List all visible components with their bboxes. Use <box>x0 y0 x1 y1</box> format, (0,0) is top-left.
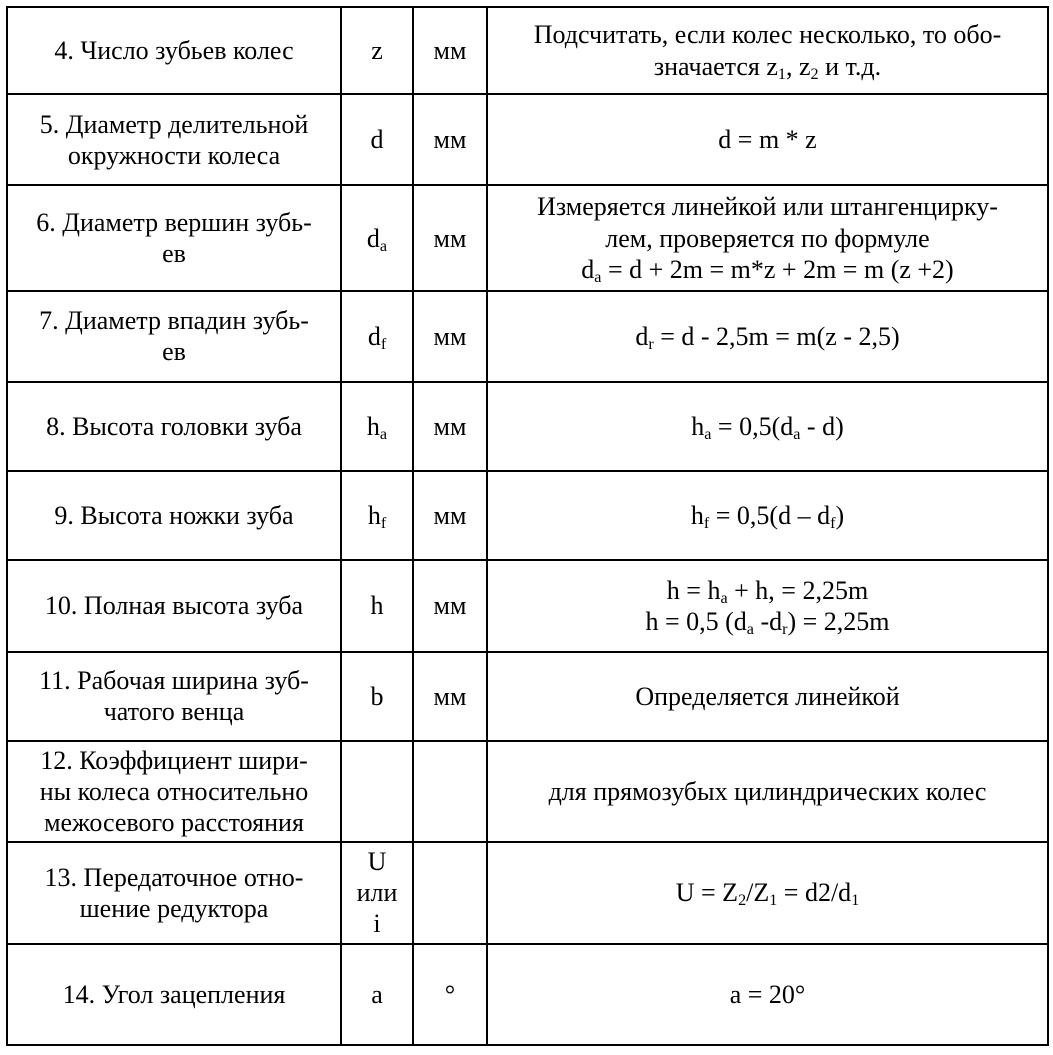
parameter-name-line: 13. Передаточное отно- <box>44 862 304 892</box>
formula-text: Измеряется линейкой или штангенцирку- <box>537 192 998 222</box>
formula-text: Подсчитать, если колес несколько, то обо- <box>533 20 1002 50</box>
symbol-cell <box>341 471 413 560</box>
description-cell <box>487 560 1048 651</box>
formula-text: a = 20° <box>729 979 806 1009</box>
symbol-cell <box>341 560 413 651</box>
table-row <box>7 741 1048 842</box>
formula-text: = d - 2,5m = m(z - 2,5) <box>653 321 900 351</box>
formula-text: U = Z <box>675 878 739 908</box>
unit-text: мм <box>433 223 467 253</box>
description-cell <box>487 741 1048 842</box>
unit-cell <box>413 185 487 290</box>
formula-subscript: f <box>703 515 710 533</box>
parameter-name-line: ев <box>162 337 186 367</box>
description-cell <box>487 291 1048 382</box>
symbol-cell <box>341 291 413 382</box>
formula-text: = d2/d <box>777 878 852 908</box>
table-body <box>7 7 1048 1045</box>
symbol-cell <box>341 652 413 741</box>
unit-cell <box>413 741 487 842</box>
parameter-name-line: ны колеса относительно <box>39 776 309 806</box>
symbol-text: h <box>366 412 380 442</box>
description-line <box>494 254 1041 285</box>
parameter-name-cell <box>7 185 341 290</box>
parameter-name-line: 9. Высота ножки зуба <box>54 501 294 531</box>
parameter-name-cell <box>7 741 341 842</box>
formula-text: d = m * z <box>718 125 817 155</box>
unit-cell <box>413 471 487 560</box>
parameter-name-line: чатого венца <box>103 697 245 727</box>
formula-text: /Z <box>746 878 770 908</box>
symbol-text: d <box>367 321 381 351</box>
formula-subscript: 1 <box>851 892 860 910</box>
formula-subscript: a <box>594 268 602 286</box>
description-cell <box>487 185 1048 290</box>
symbol-subscript: f <box>380 515 387 533</box>
unit-cell <box>413 7 487 94</box>
parameter-name-line: 12. Коэффициент шири- <box>40 745 308 775</box>
description-line <box>494 51 1041 82</box>
formula-text: = 0,5(d – d <box>709 501 831 531</box>
description-cell <box>487 652 1048 741</box>
table-row <box>7 471 1048 560</box>
unit-text: ° <box>444 979 456 1009</box>
symbol-cell <box>341 382 413 471</box>
symbol-subscript: a <box>379 426 388 444</box>
parameter-name-cell <box>7 291 341 382</box>
symbol-cell <box>341 7 413 94</box>
unit-text: мм <box>433 681 467 711</box>
symbol-text: b <box>370 681 384 711</box>
unit-cell <box>413 652 487 741</box>
formula-text: h <box>690 501 704 531</box>
description-line <box>494 19 1041 50</box>
table-row <box>7 382 1048 471</box>
formula-subscript: 1 <box>769 892 778 910</box>
description-cell <box>487 94 1048 185</box>
symbol-text: h <box>370 591 384 621</box>
description-line <box>494 191 1041 222</box>
symbol-cell <box>341 842 413 943</box>
unit-cell <box>413 382 487 471</box>
gear-parameters-table <box>6 6 1049 1046</box>
description-line <box>494 411 1041 442</box>
formula-subscript: a <box>704 426 712 444</box>
parameter-name-line: 6. Диаметр вершин зубь- <box>36 207 312 237</box>
unit-cell <box>413 291 487 382</box>
description-cell <box>487 944 1048 1045</box>
description-line <box>494 500 1041 531</box>
table-row <box>7 7 1048 94</box>
description-line <box>494 979 1041 1010</box>
unit-text: мм <box>433 321 467 351</box>
parameter-name-line: ев <box>162 239 186 269</box>
unit-text: мм <box>433 125 467 155</box>
formula-text: -d <box>753 607 783 637</box>
description-line <box>494 776 1041 807</box>
formula-subscript: a <box>793 426 801 444</box>
unit-text: мм <box>433 501 467 531</box>
formula-text: лем, проверяется по формуле <box>605 223 930 253</box>
description-line <box>494 681 1041 712</box>
formula-subscript: a <box>746 621 754 639</box>
symbol-line: U <box>367 847 387 877</box>
symbol-cell <box>341 94 413 185</box>
formula-text: d <box>581 254 595 284</box>
symbol-text: a <box>371 979 383 1009</box>
parameter-name-line: 8. Высота головки зуба <box>46 412 302 442</box>
formula-subscript: r <box>782 621 788 639</box>
symbol-cell <box>341 741 413 842</box>
table-row <box>7 185 1048 290</box>
unit-cell <box>413 842 487 943</box>
description-line <box>494 223 1041 254</box>
parameter-name-cell <box>7 7 341 94</box>
unit-cell <box>413 560 487 651</box>
parameter-name-line: 5. Диаметр делительной <box>39 109 309 139</box>
description-line <box>494 321 1041 352</box>
formula-text: h = h <box>666 575 721 605</box>
table-row <box>7 94 1048 185</box>
formula-text: для прямозубых цилиндрических колес <box>548 776 987 806</box>
unit-cell <box>413 944 487 1045</box>
parameter-name-line: 7. Диаметр впадин зубь- <box>39 306 309 336</box>
parameter-name-line: 14. Угол зацепления <box>62 979 286 1009</box>
formula-text: Определяется линейкой <box>635 681 900 711</box>
formula-text: значается z <box>653 51 778 81</box>
table-row <box>7 652 1048 741</box>
parameter-name-line: шение редуктора <box>79 893 269 923</box>
formula-text: h = 0,5 (d <box>645 607 747 637</box>
symbol-text: h <box>367 501 381 531</box>
formula-text: ) <box>835 501 845 531</box>
description-cell <box>487 842 1048 943</box>
formula-subscript: f <box>830 515 836 533</box>
parameter-name-cell <box>7 842 341 943</box>
symbol-text: d <box>366 223 380 253</box>
formula-subscript: 1 <box>777 65 786 83</box>
parameter-name-line: межосевого расстояния <box>44 808 304 838</box>
description-cell <box>487 7 1048 94</box>
formula-text: ) = 2,25m <box>787 607 890 637</box>
symbol-subscript: f <box>380 335 387 353</box>
symbol-text: z <box>371 35 383 65</box>
parameter-name-line: окружности колеса <box>67 140 281 170</box>
description-cell <box>487 471 1048 560</box>
formula-text: = 0,5(d <box>711 412 794 442</box>
formula-subscript: 2 <box>738 892 747 910</box>
formula-text: , z <box>785 51 811 81</box>
parameter-name-cell <box>7 560 341 651</box>
parameter-name-line: 10. Полная высота зуба <box>44 591 304 621</box>
parameter-name-cell <box>7 944 341 1045</box>
description-line <box>494 606 1041 637</box>
parameter-name-cell <box>7 382 341 471</box>
symbol-cell <box>341 185 413 290</box>
parameter-name-cell <box>7 652 341 741</box>
parameter-name-cell <box>7 94 341 185</box>
parameter-name-line: 11. Рабочая ширина зуб- <box>39 666 309 696</box>
symbol-line: i <box>373 909 381 939</box>
table-row <box>7 560 1048 651</box>
table-row <box>7 291 1048 382</box>
formula-subscript: r <box>648 335 654 353</box>
symbol-cell <box>341 944 413 1045</box>
parameter-name-line: 4. Число зубьев колес <box>54 35 294 65</box>
unit-text: мм <box>433 591 467 621</box>
formula-subscript: a <box>720 589 728 607</box>
description-cell <box>487 382 1048 471</box>
unit-cell <box>413 94 487 185</box>
symbol-text: d <box>370 125 384 155</box>
description-line <box>494 575 1041 606</box>
formula-text: - d) <box>800 412 844 442</box>
formula-text: h <box>691 412 705 442</box>
formula-text: d <box>635 321 649 351</box>
formula-subscript: 2 <box>810 65 819 83</box>
parameter-name-cell <box>7 471 341 560</box>
unit-text: мм <box>433 412 467 442</box>
symbol-line: или <box>356 878 398 908</box>
formula-text: = d + 2m = m*z + 2m = m (z +2) <box>601 254 954 284</box>
table-row <box>7 944 1048 1045</box>
formula-text: + h, = 2,25m <box>727 575 869 605</box>
formula-text: и т.д. <box>818 51 882 81</box>
description-line <box>494 124 1041 155</box>
table-row <box>7 842 1048 943</box>
symbol-subscript: a <box>379 237 388 255</box>
unit-text: мм <box>433 35 467 65</box>
description-line <box>494 877 1041 908</box>
